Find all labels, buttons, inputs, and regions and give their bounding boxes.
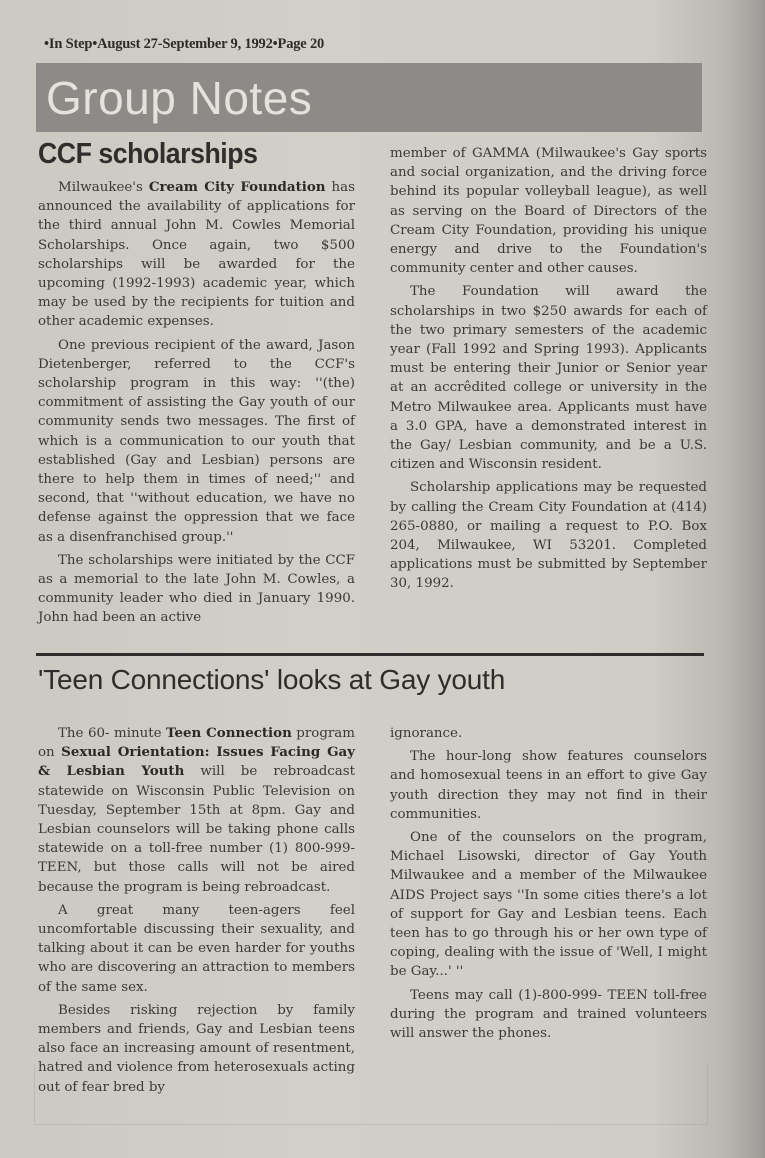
text-run: A great many teen-agers feel uncomfortable discussing their sexuality, and talking about it can be even harder for youths who are discovering an attraction to members of the same sex. (38, 902, 355, 995)
paragraph (390, 282, 707, 474)
text-run: Teens may call (1)-800-999- TEEN toll-free during the program and trained volunteers will answer the phones. (390, 987, 707, 1042)
paragraph (38, 336, 355, 547)
paragraph (390, 747, 707, 824)
text-run: ignorance. (390, 726, 463, 741)
bold-text-run: Sexual Orientation: Issues Facing Gay & Lesbian Youth (38, 744, 355, 780)
text-run: One previous recipient of the award, Jason Dietenberger, referred to the CCF's scholarship program in this way: ''(the) commitment of assisting the Gay youth of our community sends two messages. The first of which is a communication to our youth that established (Gay and Lesbian) persons are there to help them in times of need;'' and second, that ''without education, we have no defense against the oppression that we face as a disenfranchised group.'' (38, 337, 355, 545)
paragraph (390, 724, 707, 743)
article-teen-column-2 (390, 724, 707, 1047)
paragraph (390, 478, 707, 593)
paragraph (38, 724, 355, 897)
paragraph (390, 144, 707, 278)
text-run: Milwaukee's (58, 180, 149, 195)
article-headline-ccf: CCF scholarships (38, 138, 258, 170)
text-run: Scholarship applications may be requested by calling the Cream City Foundation at (414) 265-0880, or mailing a request to P.O. Box 204, Milwaukee, WI 53201. Completed applications must be submitted by September 30, 1992. (390, 480, 707, 592)
running-head: •In Step•August 27-September 9, 1992•Page 20 (44, 36, 325, 52)
article-teen-column-1 (38, 724, 355, 1101)
text-run: The hour-long show features counselors and homosexual teens in an effort to give Gay youth direction they may not find in their communities. (390, 749, 707, 822)
paragraph (38, 178, 355, 332)
paragraph (38, 901, 355, 997)
bold-text-run: Cream City Foundation (148, 179, 326, 195)
text-run: member of GAMMA (Milwaukee's Gay sports and social organization, and the driving force behind its popular volleyball league), as well as serving on the Board of Directors of the Cream City Foundation, providing his unique energy and drive to the Foundation's community center and other causes. (390, 146, 707, 277)
paragraph (390, 986, 707, 1044)
text-run: The scholarships were initiated by the CCF as a memorial to the late John M. Cowles, a community leader who died in January 1990. John had been an active (38, 552, 355, 626)
text-run: will be rebroadcast statewide on Wisconsin Public Television on Tuesday, September 15th at 8pm. Gay and Lesbian counselors will be taking phone calls statewide on a toll-free number (1) 800-999- TEEN, but those calls will not be aired because the program is being rebroadcast. (38, 764, 356, 895)
text-run: The 60- minute (58, 726, 167, 741)
article-headline-teen: 'Teen Connections' looks at Gay youth (38, 664, 506, 695)
paragraph (390, 828, 707, 982)
text-run: program on (38, 726, 355, 761)
text-run: Besides risking rejection by family members and friends, Gay and Lesbian teens also face an increasing amount of resentment, hatred and violence from heterosexuals acting out of fear bred by (38, 1002, 355, 1095)
paragraph (38, 551, 355, 628)
text-run: has announced the availability of applications for the third annual John M. Cowles Memorial Scholarships. Once again, two $500 scholarships will be awarded for the upcoming (1992-1993) academic year, which may be used by the recipients for tuition and other academic expenses. (38, 180, 355, 330)
bold-text-run: Teen Connection (166, 725, 292, 741)
article-ccf-column-1 (38, 178, 355, 632)
section-banner (36, 63, 702, 132)
text-run: One of the counselors on the program, Michael Lisowski, director of Gay Youth Milwaukee and a member of the Milwaukee AIDS Project says ''In some cities there's a lot of support for Gay and Lesbian teens. Each teen has to go through his or her own type of coping, dealing with the issue of 'Well, I might be Gay...' '' (390, 830, 707, 980)
faint-border-bleedthrough (34, 1064, 708, 1125)
article-divider-rule (36, 653, 704, 656)
article-ccf-column-2 (390, 144, 707, 598)
text-run: The Foundation will award the scholarships in two $250 awards for each of the two primary semesters of the academic year (Fall 1992 and Spring 1993). Applicants must be entering their Junior or Senior year at an accrêdited college or university in the Metro Milwaukee area. Applicants must have a 3.0 GPA, have a demonstrated interest in the Gay/ Lesbian community, and be a U.S. citizen and Wisconsin resident. (390, 284, 707, 473)
section-banner-title: Group Notes (46, 72, 313, 124)
